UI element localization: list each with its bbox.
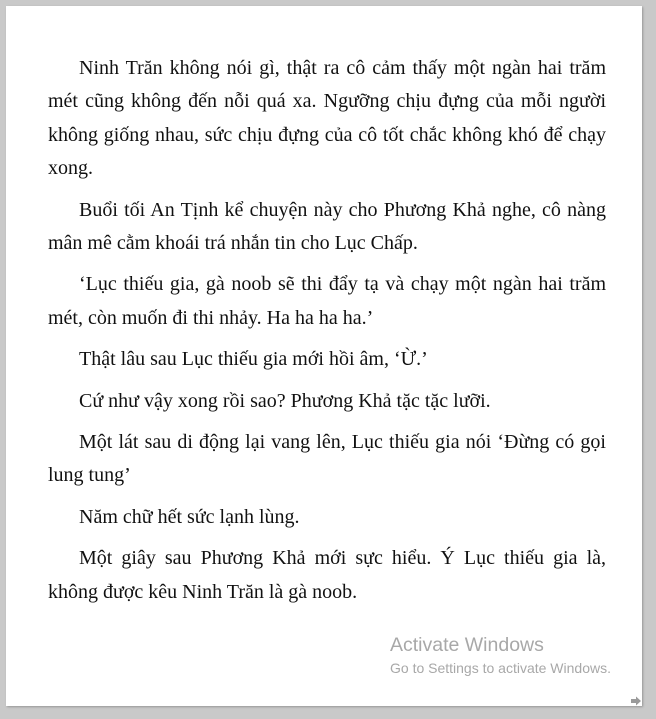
- paragraph-3: ‘Lục thiếu gia, gà noob sẽ thi đẩy tạ và chạy một ngàn hai trăm mét, còn muốn đi thi nhảy. Ha ha ha ha.’: [48, 273, 606, 329]
- paragraph-1: Ninh Trăn không nói gì, thật ra cô cảm thấy một ngàn hai trăm mét cũng không đến nỗi quá xa. Ngưỡng chịu đựng của mỗi người không giống nhau, sức chịu đựng của cô tốt chắc không khó để chạy xong.: [48, 57, 606, 180]
- paragraph-5: Cứ như vậy xong rồi sao? Phương Khả tặc tặc lưỡi.: [79, 389, 491, 412]
- paragraph-8: Một giây sau Phương Khả mới sực hiểu. Ý Lục thiếu gia là, không được kêu Ninh Trăn là gà noob.: [48, 547, 606, 603]
- paragraph-4: Thật lâu sau Lục thiếu gia mới hồi âm, ‘Ừ.’: [79, 348, 428, 371]
- document-page: [6, 6, 642, 706]
- document-body: [48, 52, 606, 617]
- watermark-title: Activate Windows: [390, 634, 544, 656]
- arrow-right-icon[interactable]: [630, 693, 642, 703]
- activation-watermark: [390, 632, 611, 678]
- paragraph-2: Buổi tối An Tịnh kể chuyện này cho Phương Khả nghe, cô nàng mân mê cằm khoái trá nhắn tin cho Lục Chấp.: [48, 198, 606, 255]
- watermark-subtitle: Go to Settings to activate Windows.: [390, 660, 611, 676]
- arrow-right-icon-glyph: [630, 696, 642, 706]
- paragraph-6: Một lát sau di động lại vang lên, Lục thiếu gia nói ‘Đừng có gọi lung tung’: [48, 431, 606, 487]
- paragraph-7: Năm chữ hết sức lạnh lùng.: [79, 505, 300, 528]
